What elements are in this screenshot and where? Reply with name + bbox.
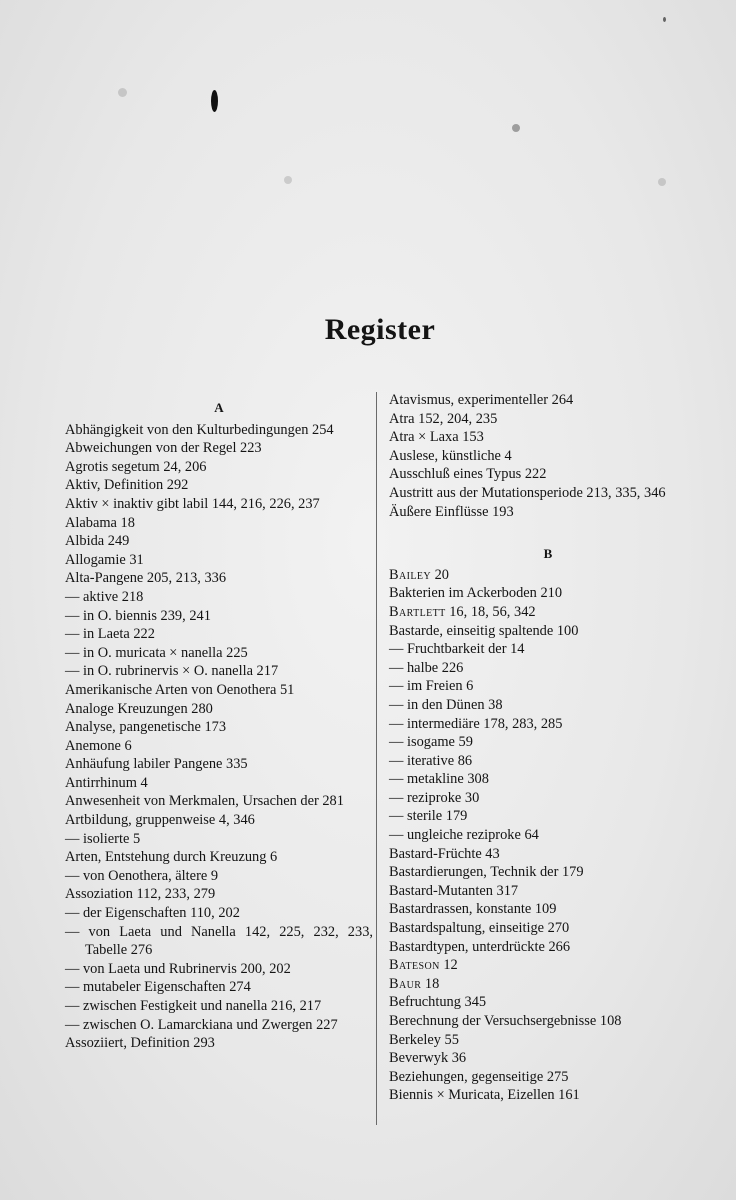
index-entry: — zwischen O. Lamarckiana und Zwergen 227 <box>65 1016 338 1033</box>
index-entry: Albida 249 <box>65 533 130 550</box>
index-entry: Arten, Entstehung durch Kreuzung 6 <box>65 849 278 866</box>
index-column-left <box>65 399 373 1053</box>
index-entry: Alta-Pangene 205, 213, 336 <box>65 570 227 587</box>
index-entry: Aktiv, Definition 292 <box>65 477 189 494</box>
ink-speck <box>512 124 520 132</box>
index-entry: — der Eigenschaften 110, 202 <box>65 905 240 922</box>
index-entry: — isogame 59 <box>389 734 473 751</box>
index-entry: Allogamie 31 <box>65 551 144 568</box>
index-entry: Atavismus, experimenteller 264 <box>389 392 574 408</box>
index-entry: Bastardrassen, konstante 109 <box>389 901 557 918</box>
index-entry: — isolierte 5 <box>65 830 141 847</box>
section-letter-b: B <box>543 546 553 562</box>
index-entry: Baur 18 <box>389 975 440 992</box>
index-entry: Abweichungen von der Regel 223 <box>65 440 262 457</box>
index-entry: Biennis × Muricata, Eizellen 161 <box>389 1087 580 1104</box>
index-entry: Bakterien im Ackerboden 210 <box>389 585 563 602</box>
index-entry: — reziproke 30 <box>389 789 480 806</box>
author-name: Baur <box>389 975 422 992</box>
index-entry: — iterative 86 <box>389 752 473 769</box>
index-entry: — in O. biennis 239, 241 <box>65 607 211 624</box>
ink-speck <box>284 176 292 184</box>
index-entry: Austritt aus der Mutationsperiode 213, 335, 346 <box>389 484 666 501</box>
entry-list <box>389 566 707 1105</box>
index-entry: Anhäufung labiler Pangene 335 <box>65 756 248 773</box>
index-entry: — sterile 179 <box>389 808 468 825</box>
index-entry: — von Oenothera, ältere 9 <box>65 867 219 884</box>
index-entry: Bastardtypen, unterdrückte 266 <box>389 938 571 955</box>
index-entry: — im Freien 6 <box>389 678 474 695</box>
index-entry: — zwischen Festigkeit und nanella 216, 217 <box>65 998 322 1014</box>
index-entry: — von Laeta und Rubrinervis 200, 202 <box>65 960 291 977</box>
index-entry: Anwesenheit von Merkmalen, Ursachen der 281 <box>65 793 344 810</box>
index-entry: Berkeley 55 <box>389 1031 459 1048</box>
index-entry: Bastard-Mutanten 317 <box>389 882 519 899</box>
index-entry: Analyse, pangenetische 173 <box>65 719 227 736</box>
index-entry: Beverwyk 36 <box>389 1050 467 1067</box>
index-column-right <box>389 391 707 1105</box>
index-entry: Agrotis segetum 24, 206 <box>65 458 207 475</box>
index-entry: Abhängigkeit von den Kulturbedingungen 254 <box>65 421 334 438</box>
index-entry: Berechnung der Versuchsergebnisse 108 <box>389 1013 622 1029</box>
entry-list <box>389 391 707 521</box>
index-entry: Bateson 12 <box>389 957 458 974</box>
index-entry: Bailey 20 <box>389 566 449 583</box>
index-entry: Bastarde, einseitig spaltende 100 <box>389 622 579 639</box>
section-letter-a: A <box>214 400 224 415</box>
index-entry: — in den Dünen 38 <box>389 696 503 713</box>
index-entry: — von Laeta und Nanella 142, 225, 232, 233, Tabelle 276 <box>65 923 373 959</box>
index-entry: Bastardierungen, Technik der 179 <box>389 864 584 881</box>
index-entry: Beziehungen, gegenseitige 275 <box>389 1068 569 1085</box>
index-entry: — ungleiche reziproke 64 <box>389 827 539 844</box>
ink-speck <box>663 17 666 22</box>
index-entry: Befruchtung 345 <box>389 994 487 1011</box>
index-entry: — aktive 218 <box>65 588 144 605</box>
index-entry: Ausschluß eines Typus 222 <box>389 466 547 483</box>
index-entry: — in Laeta 222 <box>65 626 155 643</box>
index-entry: Assoziation 112, 233, 279 <box>65 886 216 903</box>
index-entry: Atra 152, 204, 235 <box>389 410 498 427</box>
index-entry: — in O. muricata × nanella 225 <box>65 644 248 661</box>
index-entry: Amerikanische Arten von Oenothera 51 <box>65 681 295 698</box>
author-name: Bateson <box>389 957 440 974</box>
index-entry: Atra × Laxa 153 <box>389 429 484 446</box>
index-entry: Antirrhinum 4 <box>65 774 148 791</box>
ink-speck <box>658 178 666 186</box>
index-entry: Äußere Einflüsse 193 <box>389 503 514 520</box>
index-entry: Anemone 6 <box>65 737 132 754</box>
index-entry: Bastardspaltung, einseitige 270 <box>389 920 570 937</box>
index-entry: Auslese, künstliche 4 <box>389 447 512 464</box>
index-entry: — intermediäre 178, 283, 285 <box>389 715 563 732</box>
index-entry: Aktiv × inaktiv gibt labil 144, 216, 226, 237 <box>65 495 320 512</box>
column-divider <box>376 392 377 1125</box>
ink-speck <box>118 88 127 97</box>
page-title: Register <box>324 313 436 346</box>
index-entry: Analoge Kreuzungen 280 <box>65 700 213 717</box>
index-entry: — metakline 308 <box>389 771 489 788</box>
author-name: Bailey <box>389 566 431 583</box>
index-entry: — halbe 226 <box>389 659 464 676</box>
index-entry: Bartlett 16, 18, 56, 342 <box>389 603 536 620</box>
index-entry: — Fruchtbarkeit der 14 <box>389 641 525 658</box>
author-name: Bartlett <box>389 603 446 620</box>
index-entry: Artbildung, gruppenweise 4, 346 <box>65 812 255 829</box>
index-entry: — mutabeler Eigenschaften 274 <box>65 979 251 996</box>
index-entry: Bastard-Früchte 43 <box>389 845 500 862</box>
index-entry: — in O. rubrinervis × O. nanella 217 <box>65 663 279 680</box>
index-entry: Assoziiert, Definition 293 <box>65 1035 215 1052</box>
index-entry: Alabama 18 <box>65 514 135 531</box>
ink-speck <box>211 90 218 112</box>
entry-list <box>65 421 373 1053</box>
